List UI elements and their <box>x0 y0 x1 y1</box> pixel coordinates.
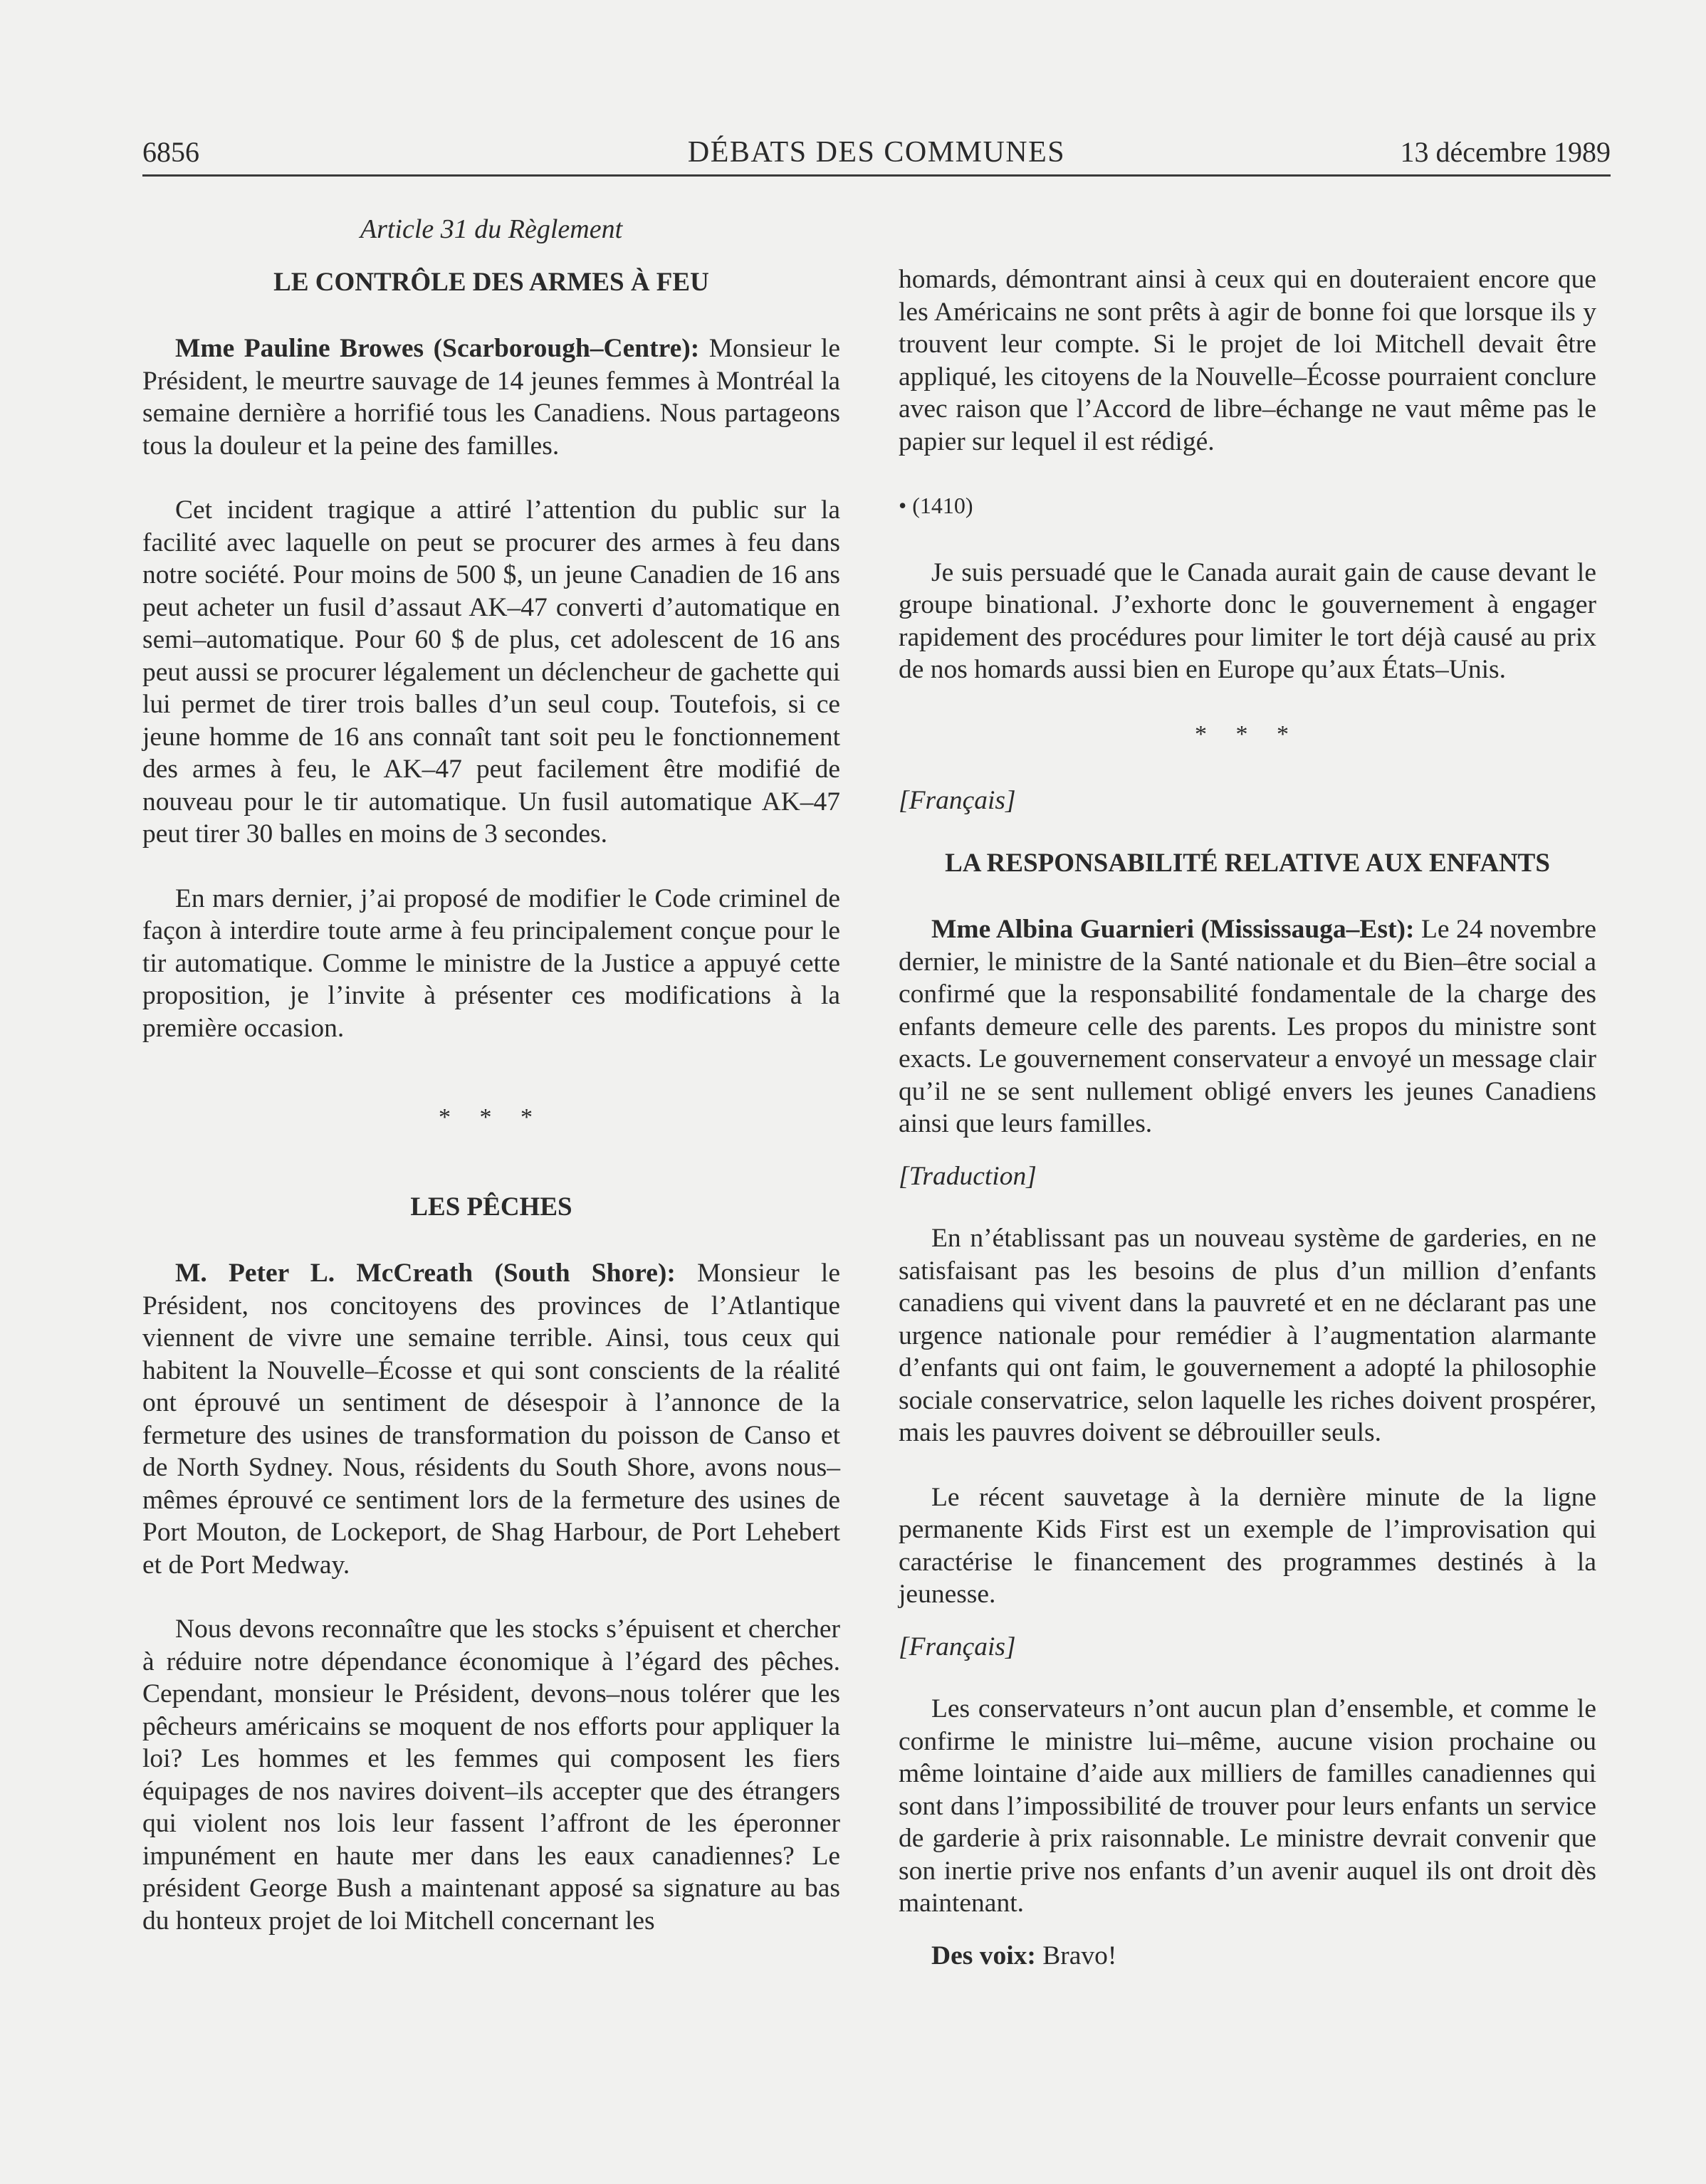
paragraph: Je suis persuadé que le Canada aurait gain de cause devant le groupe binational. J’exhorte donc le gouvernement à engager rapidement des procédures pour limiter le tort déjà causé au prix de nos homards aussi bien en Europe qu’aux États–Unis. <box>899 557 1596 684</box>
page-header <box>142 135 1611 175</box>
language-marker: [Traduction] <box>899 1161 1037 1191</box>
publication-title: DÉBATS DES COMMUNES <box>687 136 1066 169</box>
language-marker: [Français] <box>899 1632 1016 1661</box>
page-number: 6856 <box>142 136 199 168</box>
speech-text: Bravo! <box>1035 1941 1117 1970</box>
speech-text: Monsieur le Président, le meurtre sauvage de 14 jeunes femmes à Montréal la semaine dernière a horrifié tous les Canadiens. Nous partageons tous la douleur et la peine des familles. <box>142 334 840 461</box>
paragraph: homards, démontrant ainsi à ceux qui en douteraient encore que les Américains ne sont prêts à agir de bonne foi que lorsque ils y trouvent leur compte. Si le projet de loi Mitchell devait être appliqué, les citoyens de la Nouvelle–Écosse pourraient conclure avec raison que l’Accord de libre–échange ne vaut même pas le papier sur lequel il est rédigé. <box>899 265 1596 456</box>
left-column <box>142 214 840 1969</box>
issue-date: 13 décembre 1989 <box>1400 136 1611 168</box>
paragraph <box>142 1257 840 1581</box>
paragraph: Cet incident tragique a attiré l’attention du public sur la facilité avec laquelle on peut se procurer des armes à feu dans notre société. Pour moins de 500 $, un jeune Canadien de 16 ans peut acheter un fusil d’assaut AK–47 converti d’automatique en semi–automatique. Pour 60 $ de plus, cet adolescent de 16 ans peut aussi se procurer légalement un déclencheur de gachette qui lui permet de tirer trois balles d’un seul coup. Toutefois, si ce jeune homme de 16 ans connaît tant soit peu le fonctionnement des armes à feu, le AK–47 peut facilement être modifié de nouveau pour le tir automatique. Un fusil automatique AK–47 peut tirer 30 balles en moins de 3 secondes. <box>142 495 840 849</box>
paragraph <box>899 913 1596 1140</box>
section-separator: * * * <box>1195 720 1300 747</box>
timestamp: • (1410) <box>899 493 973 518</box>
speaker-name: M. Peter L. McCreath (South Shore): <box>175 1259 676 1288</box>
speaker-name: Des voix: <box>931 1941 1036 1970</box>
section-title-firearms: LE CONTRÔLE DES ARMES À FEU <box>273 267 709 297</box>
paragraph: Les conservateurs n’ont aucun plan d’ensemble, et comme le confirme le ministre lui–même, aucune vision prochaine ou même lointaine d’aide aux milliers de familles canadiennes qui sont dans l’impossibilité de trouver pour leurs enfants un service de garderie à prix raisonnable. Le ministre devrait convenir que son inertie prive nos enfants d’un avenir auquel ils ont droit dès maintenant. <box>899 1694 1596 1918</box>
paragraph: Le récent sauvetage à la dernière minute de la ligne permanente Kids First est un exemple de l’improvisation qui caractérise le financement des programmes destinés à la jeunesse. <box>899 1482 1596 1609</box>
speech-text: Monsieur le Président, nos concitoyens des provinces de l’Atlantique viennent de vivre une semaine terrible. Ainsi, tous ceux qui habitent la Nouvelle–Écosse et qui sont conscients de la réalité ont éprouvé un sentiment de désespoir à l’annonce de la fermeture des usines de transformation du poisson de Canso et de North Sydney. Nous, résidents du South Shore, avons nous–mêmes éprouvé ce sentiment lors de la fermeture des usines de Port Mouton, de Lockeport, de Shag Harbour, de Port Lehebert et de Port Medway. <box>142 1259 840 1580</box>
paragraph <box>142 332 840 462</box>
rubric: Article 31 du Règlement <box>360 214 623 244</box>
speech-text: Le 24 novembre dernier, le ministre de la Santé nationale et du Bien–être social a confirmé que la responsabilité fondamentale de la charge des enfants demeure celle des parents. Les propos du ministre sont exacts. Le gouvernement conservateur a envoyé un message clair qu’il ne se sent nullement obligé envers les jeunes Canadiens ainsi que leurs familles. <box>899 915 1596 1138</box>
header-rule <box>142 174 1611 177</box>
speaker-name: Mme Albina Guarnieri (Mississauga–Est): <box>931 915 1415 944</box>
paragraph: En n’établissant pas un nouveau système de garderies, en ne satisfaisant pas les besoins de plus d’un million d’enfants canadiens qui vivent dans la pauvreté et en ne déclarant pas une urgence nationale pour remédier à l’augmentation alarmante d’enfants qui ont faim, le gouvernement a adopté la philosophie sociale conservatrice, selon laquelle les riches doivent prospérer, mais les pauvres doivent se débrouiller seuls. <box>899 1224 1596 1447</box>
paragraph: Nous devons reconnaître que les stocks s’épuisent et chercher à réduire notre dépendance économique à l’égard des pêches. Cependant, monsieur le Président, devons–nous tolérer que les pêcheurs américains se moquent de nos efforts pour appliquer la loi? Les hommes et les femmes qui composent les fiers équipages de nos navires doivent–ils accepter que des étrangers qui violent nos lois leur fassent l’affront de les éperonner impunément en haute mer dans les eaux canadiennes? Le président George Bush a maintenant apposé sa signature au bas du honteux projet de loi Mitchell concernant les <box>142 1615 840 1936</box>
language-marker: [Français] <box>899 786 1016 815</box>
paragraph: En mars dernier, j’ai proposé de modifier le Code criminel de façon à interdire toute arme à feu principalement conçue pour le tir automatique. Comme le ministre de la Justice a appuyé cette proposition, je l’invite à présenter ces modifications à la première occasion. <box>142 883 840 1043</box>
section-title-children: LA RESPONSABILITÉ RELATIVE AUX ENFANTS <box>945 848 1550 878</box>
section-title-fisheries: LES PÊCHES <box>410 1192 572 1222</box>
speaker-name: Mme Pauline Browes (Scarborough–Centre): <box>175 334 700 363</box>
paragraph <box>899 1940 1596 1973</box>
right-column <box>899 263 1596 2004</box>
section-separator: * * * <box>439 1104 544 1130</box>
